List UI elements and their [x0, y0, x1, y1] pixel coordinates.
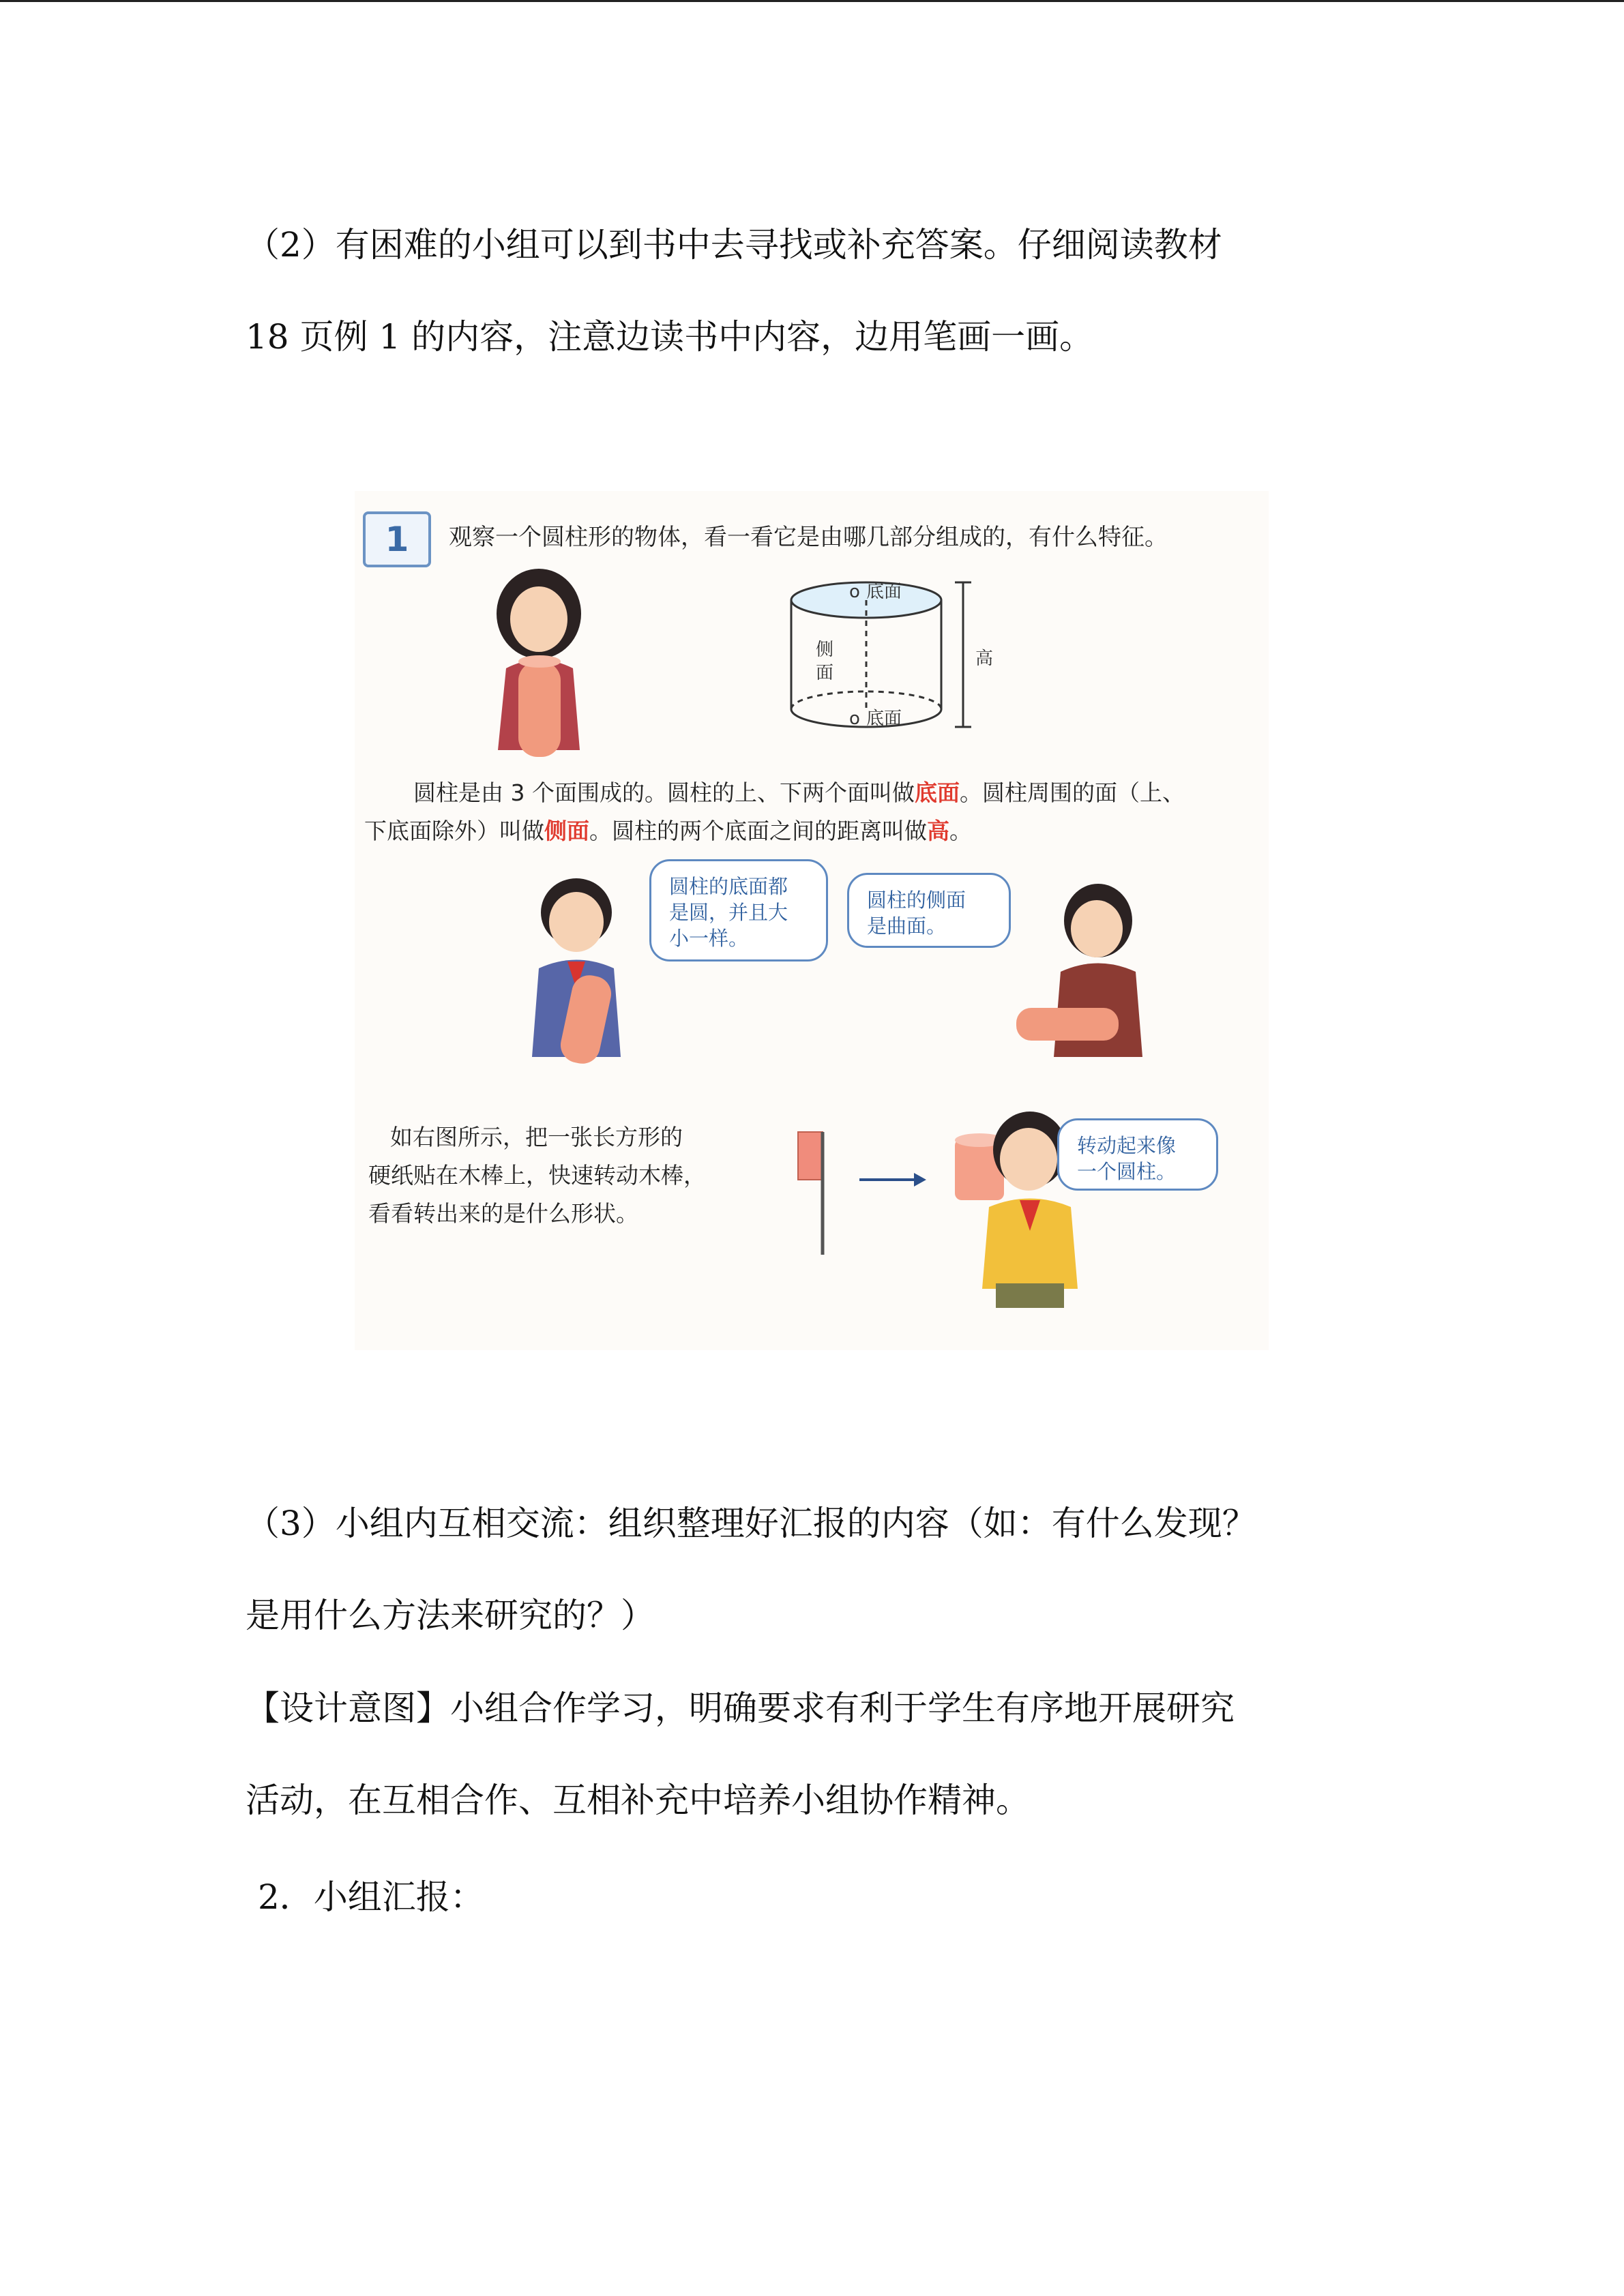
example-number-badge	[363, 511, 431, 567]
paragraph-group-discussion	[246, 1478, 1364, 1662]
paragraph-line: （2）有困难的小组可以到书中去寻找或补充答案。仔细阅读教材	[246, 225, 1222, 265]
textbook-figure	[355, 491, 1269, 1350]
activity-line-2: 硬纸贴在木棒上，快速转动木棒，	[368, 1162, 706, 1189]
arrow-icon	[859, 1173, 926, 1187]
girl-holding-horizontal-cylinder-illustration	[1003, 880, 1166, 1064]
center-label-bottom: o	[849, 709, 860, 729]
speech-bubble-base: 圆柱的底面都 是圆，并且大 小一样。	[649, 859, 828, 961]
definition-line-1: 圆柱是由 3 个面围成的。圆柱的上、下两个面叫做底面。圆柱周围的面（上、	[413, 779, 1185, 806]
term-bottom: 底面	[914, 779, 960, 806]
base-label-bottom: 底面	[866, 709, 902, 729]
paragraph-design-intent	[246, 1663, 1364, 1847]
paragraph-line: 18 页例 1 的内容，注意边读书中内容，边用笔画一画。	[246, 317, 1094, 357]
section-heading-group-report: 2．小组汇报：	[258, 1877, 484, 1917]
height-dimension	[955, 582, 971, 727]
speech-bubble-spin: 转动起来像 一个圆柱。	[1057, 1118, 1218, 1191]
paragraph-line: （3）小组内互相交流：组织整理好汇报的内容（如：有什么发现？	[246, 1504, 1256, 1543]
speech-bubble-side: 圆柱的侧面 是曲面。	[847, 873, 1011, 948]
page-top-rule	[0, 0, 1624, 2]
girl-holding-cylinder-illustration	[471, 566, 607, 764]
example-question: 观察一个圆柱形的物体，看一看它是由哪几部分组成的，有什么特征。	[449, 524, 1168, 551]
side-label: 侧面	[816, 640, 834, 683]
paragraph-reading-instruction	[246, 199, 1364, 383]
paragraph-line: 活动，在互相合作、互相补充中培养小组协作精神。	[246, 1780, 1030, 1820]
boy-holding-cylinder-illustration	[512, 873, 648, 1064]
term-side: 侧面	[544, 818, 589, 844]
paragraph-line: 【设计意图】小组合作学习，明确要求有利于学生有序地开展研究	[246, 1688, 1235, 1728]
example-number: 1	[385, 520, 409, 559]
activity-line-3: 看看转出来的是什么形状。	[368, 1200, 638, 1227]
height-label: 高	[975, 648, 994, 669]
paragraph-line: 是用什么方法来研究的？）	[246, 1596, 655, 1635]
term-height: 高	[927, 818, 949, 844]
base-label-top: 底面	[866, 582, 902, 602]
cylinder-outline	[791, 582, 941, 727]
definition-line-2: 下底面除外）叫做侧面。圆柱的两个底面之间的距离叫做高。	[364, 818, 972, 844]
activity-line-1: 如右图所示，把一张长方形的	[390, 1124, 683, 1150]
center-label-top: o	[849, 582, 860, 602]
